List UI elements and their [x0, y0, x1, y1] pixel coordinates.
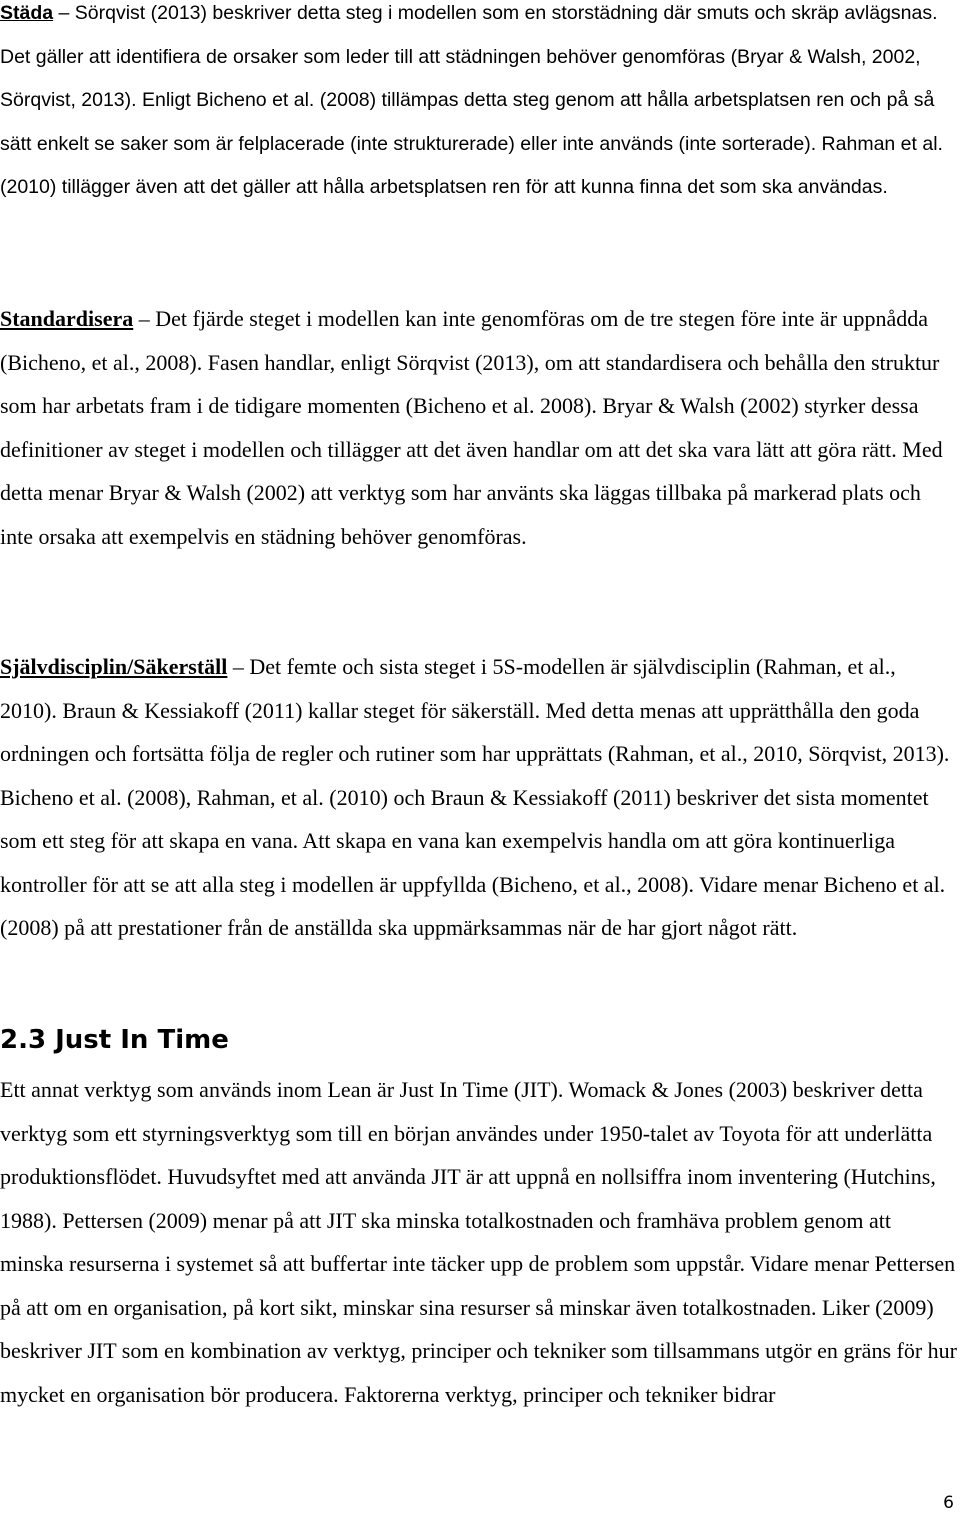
paragraph-text-stada: – Sörqvist (2013) beskriver detta steg i modellen som en storstädning där smuts och skräp avlägsnas. Det gäller att identifiera de orsaker som leder till att städningen behöver genomföras (Bryar & Walsh, 2002, Sörqvist, 2013). Enligt Bicheno et al. (2008) tillämpas detta steg genom att hålla arbetsplatsen ren och på så sätt enkelt se saker som är felplacerade (inte strukturerade) eller inte används (inte sorterade). Rahman et al. (2010) tillägger även att det gäller att hålla arbetsplatsen ren för att kunna finna det som ska användas.: [0, 2, 943, 198]
paragraph-sjalvdisciplin: [0, 645, 958, 950]
paragraph-text-sjalvdisciplin: – Det femte och sista steget i 5S-modellen är självdisciplin (Rahman, et al., 2010). Braun & Kessiakoff (2011) kallar steget för säkerställ. Med detta menas att upprätthålla den goda ordningen och fortsätta följa de regler och rutiner som har upprättats (Rahman, et al., 2010, Sörqvist, 2013). Bicheno et al. (2008), Rahman, et al. (2010) och Braun & Kessiakoff (2011) beskriver det sista momentet som ett steg för att skapa en vana. Att skapa en vana kan exempelvis handla om att göra kontinuerliga kontroller för att se att alla steg i modellen är uppfyllda (Bicheno, et al., 2008). Vidare menar Bicheno et al. (2008) på att prestationer från de anställda ska uppmärksammas när de har gjort något rätt.: [0, 654, 950, 940]
paragraph-standardisera: [0, 297, 958, 558]
paragraph-text-standardisera: – Det fjärde steget i modellen kan inte genomföras om de tre stegen före inte är uppnådda (Bicheno, et al., 2008). Fasen handlar, enligt Sörqvist (2013), om att standardisera och behålla den struktur som har arbetats fram i de tidigare momenten (Bicheno et al. 2008). Bryar & Walsh (2002) styrker dessa definitioner av steget i modellen och tillägger att det även handlar om att det ska vara lätt att göra rätt. Med detta menar Bryar & Walsh (2002) att verktyg som har använts ska läggas tillbaka på markerad plats och inte orsaka att exempelvis en städning behöver genomföras.: [0, 306, 943, 549]
paragraph-lead-stada: Städa: [0, 2, 54, 24]
paragraph-lead-sjalvdisciplin: Självdisciplin/Säkerställ: [0, 654, 228, 679]
page-number: 6: [943, 1493, 954, 1513]
paragraph-just-in-time: Ett annat verktyg som används inom Lean är Just In Time (JIT). Womack & Jones (2003) beskriver detta verktyg som ett styrningsverktyg som till en början användes under 1950-talet av Toyota för att underlätta produktionsflödet. Huvudsyftet med att använda JIT är att uppnå en nollsiffra inom inventering (Hutchins, 1988). Pettersen (2009) menar på att JIT ska minska totalkostnaden och framhäva problem genom att minska resurserna i systemet så att buffertar inte täcker upp de problem som uppstår. Vidare menar Pettersen på att om en organisation, på kort sikt, minskar sina resurser så minskar även totalkostnaden. Liker (2009) beskriver JIT som en kombination av verktyg, principer och tekniker som tillsammans utgör en gräns för hur mycket en organisation bör producera. Faktorerna verktyg, principer och tekniker bidrar: [0, 1077, 957, 1407]
paragraph-stada: [0, 0, 958, 210]
paragraph-lead-standardisera: Standardisera: [0, 306, 134, 331]
section-heading: 2.3 Just In Time: [0, 1025, 229, 1055]
